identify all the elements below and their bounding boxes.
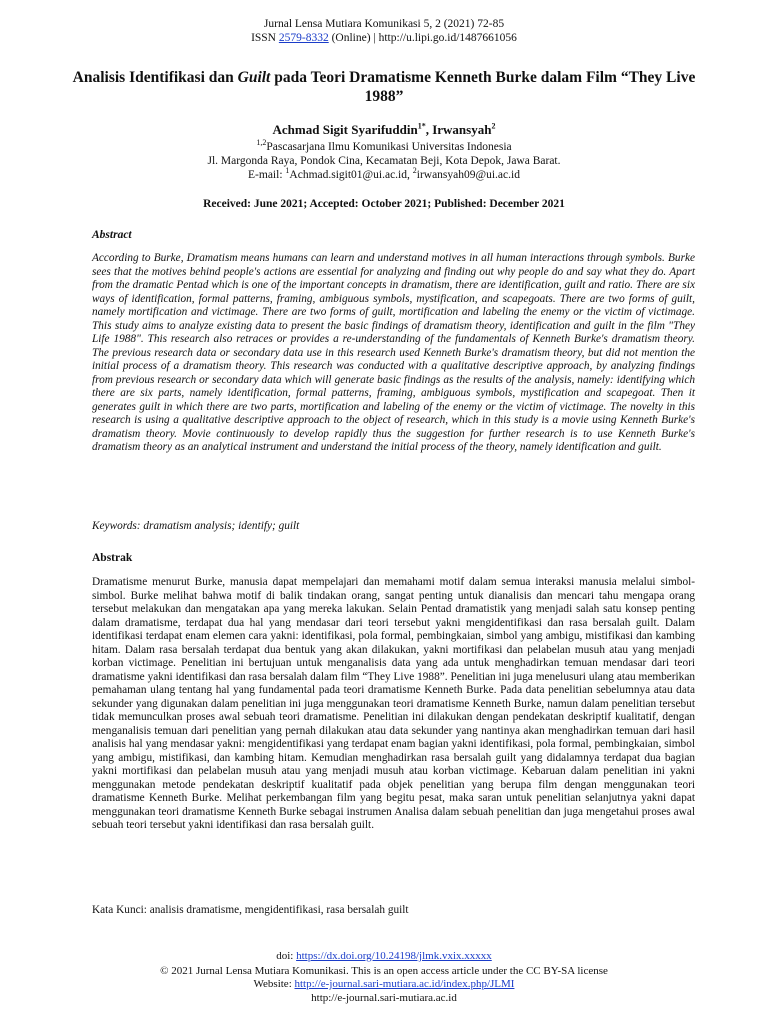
author-2: Irwansyah [432, 122, 492, 137]
journal-citation: Jurnal Lensa Mutiara Komunikasi 5, 2 (2021) 72-85 [263, 18, 505, 30]
affiliation-email [0, 168, 768, 182]
website-prefix: Website: [253, 978, 295, 990]
address-text: Jl. Margonda Raya, Pondok Cina, Kecamatan Beji, Kota Depok, Jawa Barat. [207, 155, 561, 167]
affiliation-address [0, 154, 768, 168]
doi-link[interactable]: https://dx.doi.org/10.24198/jlmk.vxix.xxxxx [296, 950, 492, 962]
doi-line [0, 950, 768, 963]
author-2-sup: 2 [491, 121, 496, 131]
email-1-sup: 1 [285, 166, 290, 176]
email-1: Achmad.sigit01@ui.ac.id, [289, 169, 413, 181]
title-part-2: pada Teori Dramatisme Kenneth Burke dalam Film “They Live 1988” [270, 69, 696, 105]
abstrak-heading: Abstrak [92, 552, 133, 564]
institution-name: Pascasarjana Ilmu Komunikasi Universitas Indonesia [266, 141, 512, 153]
author-separator: , [425, 122, 433, 137]
affiliation-sup: 1,2 [256, 138, 267, 148]
email-prefix: E-mail: [248, 169, 286, 181]
title-italic-word: Guilt [237, 69, 271, 86]
paper-title [70, 68, 698, 106]
doi-prefix: doi: [276, 950, 297, 962]
abstract-heading: Abstract [92, 229, 132, 241]
abstrak-body: Dramatisme menurut Burke, manusia dapat mempelajari dan memahami motif dalam semua interaksi manusia melalui simbol-simbol. Burke melihat bahwa motif di balik tindakan orang, sangat penting untuk dianalisis dan mencari tahu mengapa orang tersebut melakukan dan mengatakan apa yang mereka lakukan. Selain Pentad dramatistik yang menjadi salah satu konsep penting dalam dramatisme, terdapat dua hal yang mendasar dari teori tersebut yakni mengidentifikasi dan rasa bersalah guilt. Dalam identifikasi terdapat enam elemen cara yakni: identifikasi, pola formal, pembingkaian, simbol yang ambigu, mistifikasi dan kambing hitam. Dalam rasa bersalah terdapat dua bentuk yang akan dilakukan, yakni mortifikasi dan pelabelan musuh atau yang menjadi korban victimage. Penelitian ini bertujuan untuk menganalisis data yang ada untuk menghadirkan temuan mendasar dari teori dramatisme yakni identifikasi dan rasa bersalah dalam film “They Live 1988”. Penelitian ini juga menelusuri ulang atau memberikan pemahaman ulang tentang hal yang fundamental pada teori dramatisme Kenneth Burke. Pada data penelitian sebelumnya atau data sekunder yang digunakan dalam penelitian ini juga menggunakan teori dramatisme Kenneth Burke, namun dalam penelitian tersebut tidak memunculkan proses awal sebuah teori dramatisme. Penelitian ini dilakukan dengan pendekatan deskriptif kualitatif, dengan menganalisis temuan dari penelitian yang pernah dilakukan atau data sekunder yang nantinya akan menghadirkan temuan dari hasil analisis hal yang mendasar yakni: mengidentifikasi yang terdapat enam bagian yakni identifikasi, pola formal, pembingkaian, simbol yang ambigu, mistifikasi, dan kambing hitam. Kemudian menghadirkan rasa bersalah guilt yang didalamnya terdapat dua bagian yakni mortifikasi dan pelabelan musuh atau yang menjadi musuh atau korban victimage. Kebaruan dalam penelitian ini yakni menggunakan metode pendekatan deskriptif kualitatif pada objek penelitian yang berupa film dengan menggunakan teori dramatisme Kenneth Burke. Melihat perkembangan film yang begitu pesat, maka saran untuk penelitian selanjutnya yakni dapat menggunakan teori dramatisme Kenneth Burke sebagai instrumen Analisa dalam sebuah penelitian dan juga mengetahui proses awal sebuah teori tersebut yakni identifikasi dan rasa bersalah guilt. [92, 576, 695, 831]
author-1: Achmad Sigit Syarifuddin [272, 122, 418, 137]
affiliation-institution [0, 140, 768, 154]
title-part-1: Analisis Identifikasi dan [72, 69, 238, 86]
license-line: © 2021 Jurnal Lensa Mutiara Komunikasi. This is an open access article under the CC BY-SA license [160, 965, 608, 977]
issn-prefix: ISSN [251, 32, 279, 44]
received-dates: Received: June 2021; Accepted: October 2021; Published: December 2021 [203, 198, 565, 210]
abstract-body: According to Burke, Dramatism means humans can learn and understand motives in all human interactions through symbols. Burke sees that the motives behind people's actions are essential for analyzing and finding out why people do and say what they do. Apart from the dramatic Pentad which is one of the important concepts in dramatism, there are identification, guilt and ratio. There are six ways of identification, formal patterns, framing, ambiguous symbols, mystification, and scapegoats. There are two forms of guilt, namely mortification and victimage. There are two forms of guilt, mortification and labeling the enemy or the victim of victimage. This study aims to analyze existing data to present the basic findings of dramatism theory, identification and guilt in the film "They Life 1988". This research also retraces or provides a re-understanding of the fundamentals of Kenneth Burke's dramatism theory. The previous research data or secondary data use in this research used Kenneth Burke's dramatism theory, but did not mention the initial process of a dramatism theory. This research was conducted with a qualitative descriptive approach, by analyzing findings from previous research or secondary data which will generate basic findings as the results of the analysis, namely: identifying which there are six parts, namely identification, formal patterns, framing, ambiguous symbols, mystification and scapegoat. Then it generates guilt in which there are two parts, mortification and labeling of the enemy or the victim of victimage. The novelty in this research is using a qualitative descriptive approach to the object of research, which in this study is a movie using Kenneth Burke's dramatism theory. Movie continuously to develop rapidly thus the suggestion for further research is to use Kenneth Burke's dramatism theory as an analytical instrument and understand the initial process of the theory, namely identification and guilt. [92, 252, 695, 453]
author-list [0, 122, 768, 138]
abstract-keywords: Keywords: dramatism analysis; identify; guilt [92, 520, 300, 532]
website-link[interactable]: http://e-journal.sari-mutiara.ac.id/index.php/JLMI [294, 978, 515, 990]
issn-suffix: (Online) | http://u.lipi.go.id/1487661056 [328, 32, 517, 44]
journal-header-line [0, 17, 768, 31]
abstrak-keywords: Kata Kunci: analisis dramatisme, mengidentifikasi, rasa bersalah guilt [92, 904, 409, 916]
email-2-sup: 2 [412, 166, 417, 176]
email-2: irwansyah09@ui.ac.id [416, 169, 520, 181]
website-line [0, 978, 768, 991]
website-plain: http://e-journal.sari-mutiara.ac.id [311, 992, 457, 1004]
author-1-sup: 1* [417, 121, 426, 131]
issn-link[interactable]: 2579-8332 [278, 32, 329, 44]
issn-line [0, 31, 768, 45]
